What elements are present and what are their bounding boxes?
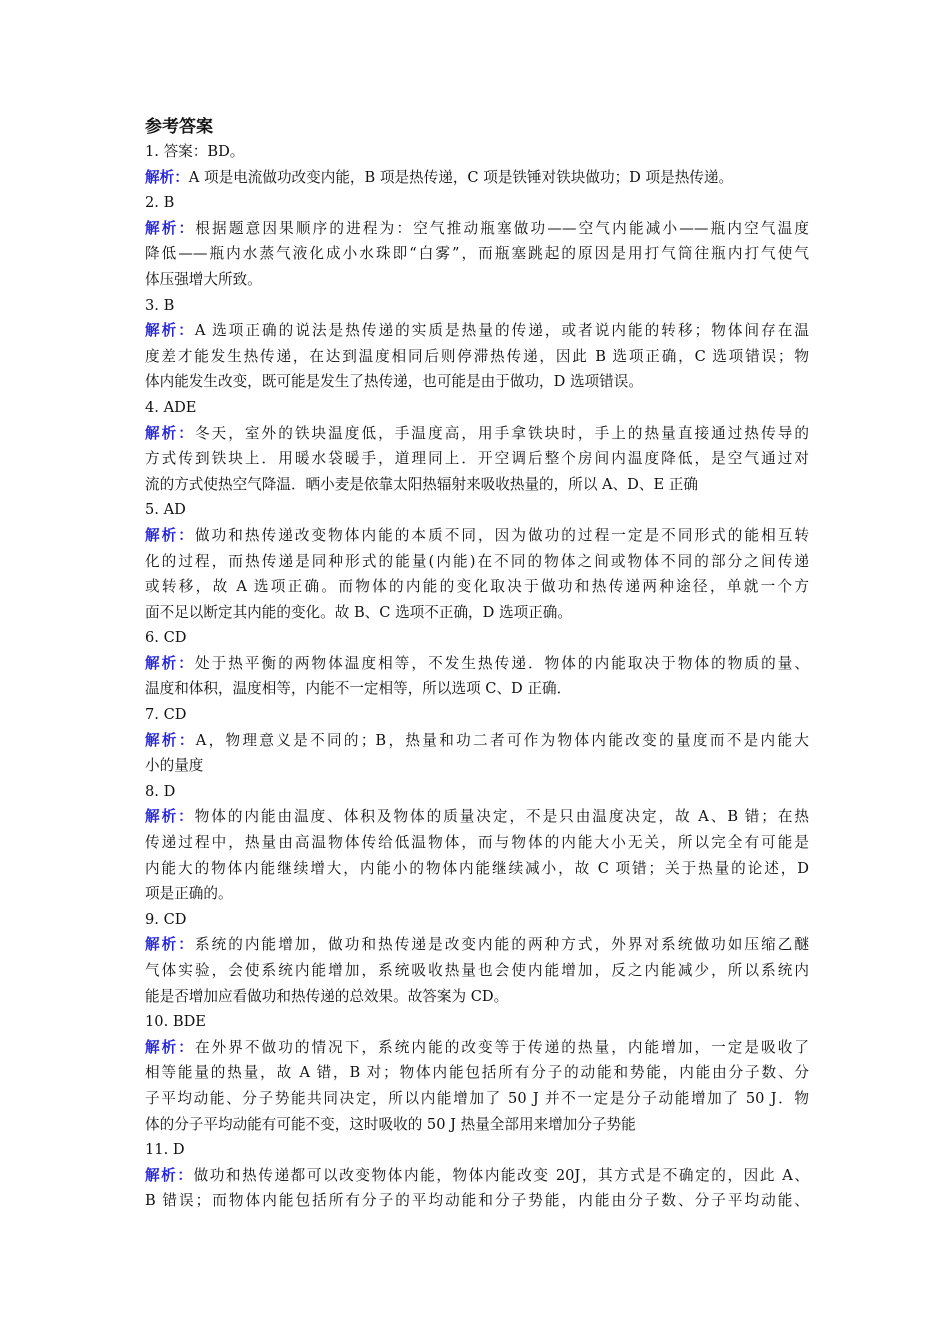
- analysis-text: 内能大的物体内能继续增大，内能小的物体内能继续减小，故 C 项错；关于热量的论述，D: [145, 859, 809, 877]
- analysis-text: 或转移，故 A 选项正确。而物体的内能的变化取决于做功和热传递两种途径，单就一个方: [145, 578, 809, 596]
- analysis-label: 解析：: [145, 1166, 194, 1184]
- analysis-label: 解析：: [145, 219, 196, 237]
- analysis-text: 度差才能发生热传递，在达到温度相同后则停滞热传递，因此 B 选项正确，C 选项错误；物: [145, 347, 809, 365]
- analysis-line: [145, 574, 809, 600]
- answer-key: 11. D: [145, 1141, 185, 1159]
- analysis-text: 气体实验，会使系统内能增加，系统吸收热量也会使内能增加，反之内能减少，所以系统内: [145, 962, 809, 979]
- analysis-label: 解析：: [145, 808, 195, 826]
- analysis-text: 方式传到铁块上．用暖水袋暖手，道理同上．开空调后整个房间内温度降低，是空气通过对: [145, 450, 809, 468]
- analysis-text: 传递过程中，热量由高温物体传给低温物体，而与物体的内能大小无关，所以完全有可能是: [145, 834, 809, 852]
- analysis-label: 解析：: [145, 424, 195, 442]
- analysis-text: 能是否增加应看做功和热传递的总效果。故答案为 CD。: [145, 987, 509, 1005]
- analysis-line: [145, 446, 809, 472]
- analysis-line: [145, 216, 809, 242]
- analysis-line: [145, 1163, 809, 1189]
- answer-item: [145, 702, 809, 779]
- analysis-line: [145, 1112, 809, 1138]
- answer-item: [145, 190, 809, 292]
- analysis-text: 体的分子平均动能有可能不变，这时吸收的 50 J 热量全部用来增加分子势能: [145, 1115, 636, 1133]
- answer-document: [145, 115, 809, 1214]
- analysis-line: [145, 549, 809, 575]
- analysis-line: [145, 984, 809, 1010]
- analysis-text: 子平均动能、分子势能共同决定，所以内能增加了 50 J 并不一定是分子动能增加了 50 J．物: [145, 1089, 809, 1107]
- analysis-text: 温度和体积，温度相等，内能不一定相等，所以选项 C、D 正确．: [145, 680, 572, 698]
- analysis-label: 解析：: [145, 1038, 195, 1056]
- answer-key: 9. CD: [145, 910, 187, 928]
- analysis-text: 系统的内能增加，做功和热传递是改变内能的两种方式，外界对系统做功如压缩乙醚: [194, 936, 809, 954]
- answer-item: [145, 139, 809, 190]
- analysis-text: 体压强增大所致。: [145, 270, 262, 288]
- analysis-line: [145, 881, 809, 907]
- analysis-line: [145, 600, 809, 626]
- analysis-line: [145, 165, 809, 191]
- analysis-text: 做功和热传递都可以改变物体内能，物体内能改变 20J，其方式是不确定的，因此 A、: [193, 1166, 809, 1184]
- analysis-line: [145, 318, 809, 344]
- analysis-text: 处于热平衡的两物体温度相等，不发生热传递．物体的内能取决于物体的物质的量、: [194, 654, 809, 672]
- analysis-label: 解析：: [145, 936, 195, 954]
- analysis-text: 化的过程，而热传递是同种形式的能量(内能)在不同的物体之间或物体不同的部分之间传递: [145, 552, 809, 570]
- page-title: 参考答案: [145, 117, 213, 137]
- analysis-text: 在外界不做功的情况下，系统内能的改变等于传递的热量，内能增加，一定是吸收了: [194, 1038, 809, 1056]
- analysis-label: 解析：: [145, 654, 195, 672]
- answer-list: [145, 139, 809, 1214]
- answer-item: [145, 1009, 809, 1137]
- analysis-line: [145, 728, 809, 754]
- answer-item: [145, 395, 809, 497]
- answer-key: 1. 答案：BD。: [145, 143, 245, 160]
- analysis-text: A，物理意义是不同的；B，热量和功二者可作为物体内能改变的量度而不是内能大: [195, 731, 809, 749]
- analysis-line: [145, 267, 809, 293]
- analysis-line: [145, 421, 809, 447]
- analysis-line: [145, 932, 809, 958]
- analysis-text: 小的量度: [145, 757, 204, 775]
- answer-key: 5. AD: [145, 501, 186, 519]
- analysis-line: [145, 958, 809, 984]
- answer-key: 8. D: [145, 782, 176, 800]
- analysis-text: 冬天，室外的铁块温度低，手温度高，用手拿铁块时，手上的热量直接通过热传导的: [194, 424, 809, 442]
- analysis-line: [145, 369, 809, 395]
- analysis-line: [145, 753, 809, 779]
- analysis-text: 物体的内能由温度、体积及物体的质量决定，不是只由温度决定，故 A、B 错；在热: [194, 808, 809, 826]
- analysis-line: [145, 830, 809, 856]
- analysis-line: [145, 344, 809, 370]
- answer-key: 10. BDE: [145, 1013, 206, 1031]
- analysis-line: [145, 804, 809, 830]
- answer-key: 6. CD: [145, 629, 187, 647]
- analysis-text: 面不足以断定其内能的变化。故 B、C 选项不正确，D 选项正确。: [145, 603, 572, 621]
- analysis-text: A 选项正确的说法是热传递的实质是热量的传递，或者说内能的转移；物体间存在温: [194, 322, 809, 340]
- analysis-line: [145, 1035, 809, 1061]
- analysis-line: [145, 241, 809, 267]
- analysis-text: B 错误；而物体内能包括所有分子的平均动能和分子势能，内能由分子数、分子平均动能、: [145, 1192, 809, 1210]
- answer-item: [145, 497, 809, 625]
- answer-key: 4. ADE: [145, 398, 197, 416]
- analysis-text: 做功和热传递改变物体内能的本质不同，因为做功的过程一定是不同形式的能相互转: [194, 526, 809, 544]
- analysis-label: 解析：: [145, 322, 195, 340]
- analysis-label: 解析：: [145, 168, 189, 186]
- answer-item: [145, 907, 809, 1009]
- answer-key: 2. B: [145, 194, 175, 212]
- analysis-line: [145, 676, 809, 702]
- analysis-line: [145, 1060, 809, 1086]
- analysis-line: [145, 1188, 809, 1214]
- analysis-text: 降低——瓶内水蒸气液化成小水珠即“白雾”，而瓶塞跳起的原因是用打气筒往瓶内打气使气: [145, 245, 809, 263]
- analysis-label: 解析：: [145, 731, 196, 749]
- analysis-text: 体内能发生改变，既可能是发生了热传递，也可能是由于做功，D 选项错误。: [145, 373, 643, 391]
- analysis-text: 相等能量的热量，故 A 错，B 对；物体内能包括所有分子的动能和势能，内能由分子数、分: [145, 1064, 809, 1082]
- analysis-label: 解析：: [145, 526, 195, 544]
- answer-item: [145, 1137, 809, 1214]
- answer-key: 7. CD: [145, 706, 187, 724]
- analysis-line: [145, 1086, 809, 1112]
- analysis-text: 根据题意因果顺序的进程为：空气推动瓶塞做功——空气内能减小——瓶内空气温度: [195, 219, 809, 237]
- answer-item: [145, 625, 809, 702]
- analysis-line: [145, 856, 809, 882]
- answer-item: [145, 293, 809, 395]
- analysis-text: 项是正确的。: [145, 885, 233, 903]
- analysis-line: [145, 523, 809, 549]
- analysis-text: 流的方式使热空气降温．晒小麦是依靠太阳热辐射来吸收热量的，所以 A、D、E 正确: [145, 475, 698, 493]
- analysis-line: [145, 651, 809, 677]
- answer-item: [145, 779, 809, 907]
- answer-key: 3. B: [145, 296, 175, 314]
- analysis-line: [145, 472, 809, 498]
- analysis-text: A 项是电流做功改变内能，B 项是热传递，C 项是铁锤对铁块做功；D 项是热传递。: [188, 168, 734, 186]
